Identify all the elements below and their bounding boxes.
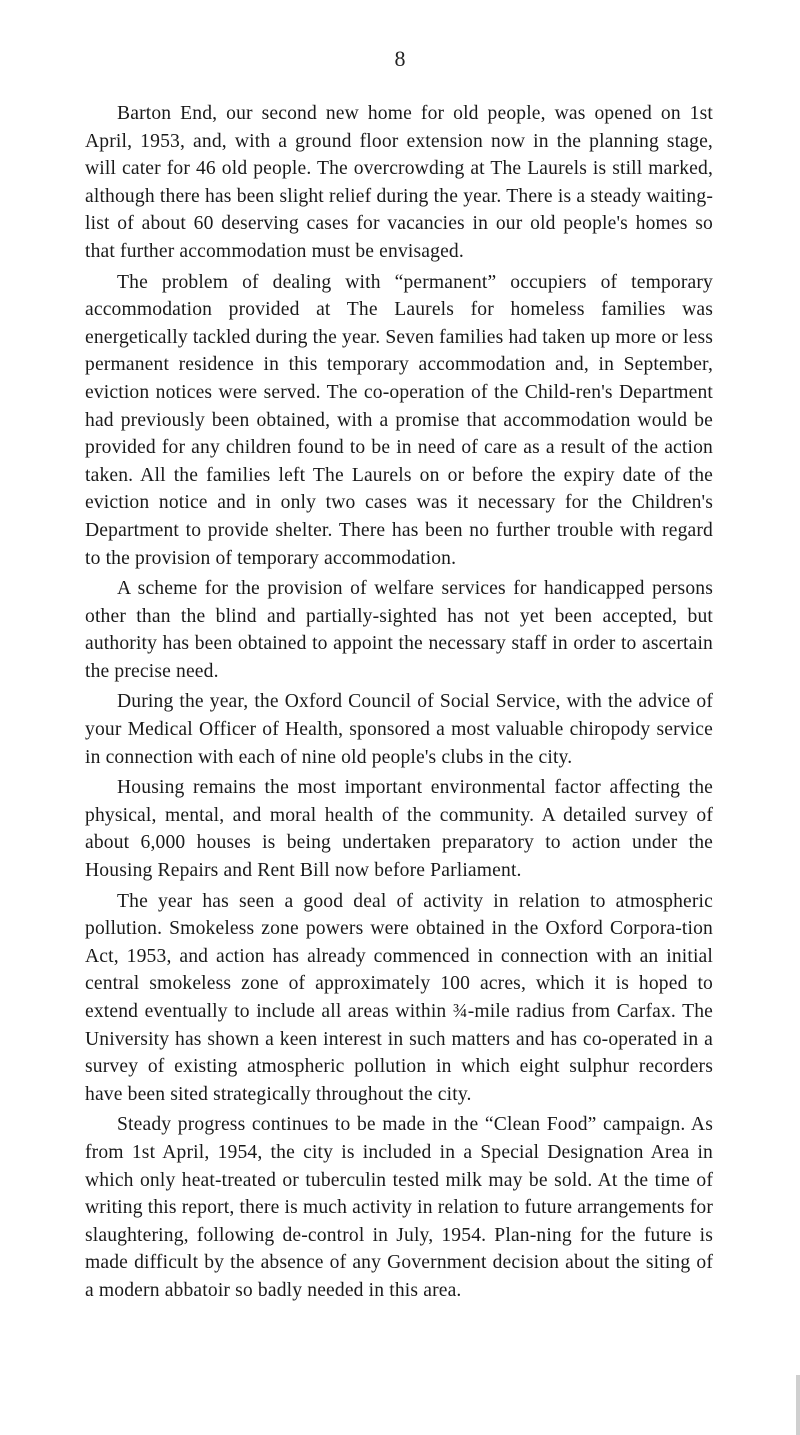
paragraph-housing: Housing remains the most important environmental factor affecting the physical, mental, and moral health of the community. A detailed survey of about 6,000 houses is being undertaken preparatory to action under the Housing Repairs and Rent Bill now before Parliament. [85,777,713,882]
paragraph-atmospheric-pollution: The year has seen a good deal of activity in relation to atmospheric pollution. Smokeless zone powers were obtained in the Oxford Corpora-tion Act, 1953, and action has already commenced in connection with an initial central smokeless zone of approximately 100 acres, which it is hoped to extend eventually to include all areas within ¾-mile radius from Carfax. The University has shown a keen interest in such matters and has co-operated in a survey of existing atmospheric pollution in which eight sulphur recorders have been sited strategically throughout the city. [85,890,713,1105]
paragraph-clean-food: Steady progress continues to be made in the “Clean Food” campaign. As from 1st April, 1954, the city is included in a Special Designation Area in which only heat-treated or tuberculin tested milk may be sold. At the time of writing this report, there is much activity in relation to future arrangements for slaughtering, following de-control in July, 1954. Plan-ning for the future is made difficult by the absence of any Government decision about the siting of a modern abbatoir so badly needed in this area. [85,1114,713,1301]
page-edge-shadow [796,1375,800,1435]
paragraph-handicapped-welfare: A scheme for the provision of welfare services for handicapped persons other than the blind and partially-sighted has not yet been accepted, but authority has been obtained to appoint the necessary staff in order to ascertain the precise need. [85,578,713,682]
paragraph-temporary-accommodation: The problem of dealing with “permanent” occupiers of temporary accommodation provided at The Laurels for homeless families was energetically tackled during the year. Seven families had taken up more or less permanent residence in this temporary accommodation and, in September, eviction notices were served. The co-operation of the Child-ren's Department had previously been obtained, with a promise that accommodation would be provided for any children found to be in need of care as a result of the action taken. All the families left The Laurels on or before the expiry date of the eviction notice and in only two cases was it necessary for the Children's Department to provide shelter. There has been no further trouble with regard to the provision of temporary accommodation. [85,271,713,569]
paragraph-chiropody-service: During the year, the Oxford Council of Social Service, with the advice of your Medical Officer of Health, sponsored a most valuable chiropody service in connection with each of nine old people's clubs in the city. [85,691,713,768]
page-number: 8 [394,46,406,71]
report-body [85,100,713,1308]
paragraph-barton-end: Barton End, our second new home for old people, was opened on 1st April, 1953, and, with a ground floor extension now in the planning stage, will cater for 46 old people. The overcrowding at The Laurels is still marked, although there has been slight relief during the year. There is a steady waiting-list of about 60 deserving cases for vacancies in our old people's homes so that further accommodation must be envisaged. [85,103,713,262]
